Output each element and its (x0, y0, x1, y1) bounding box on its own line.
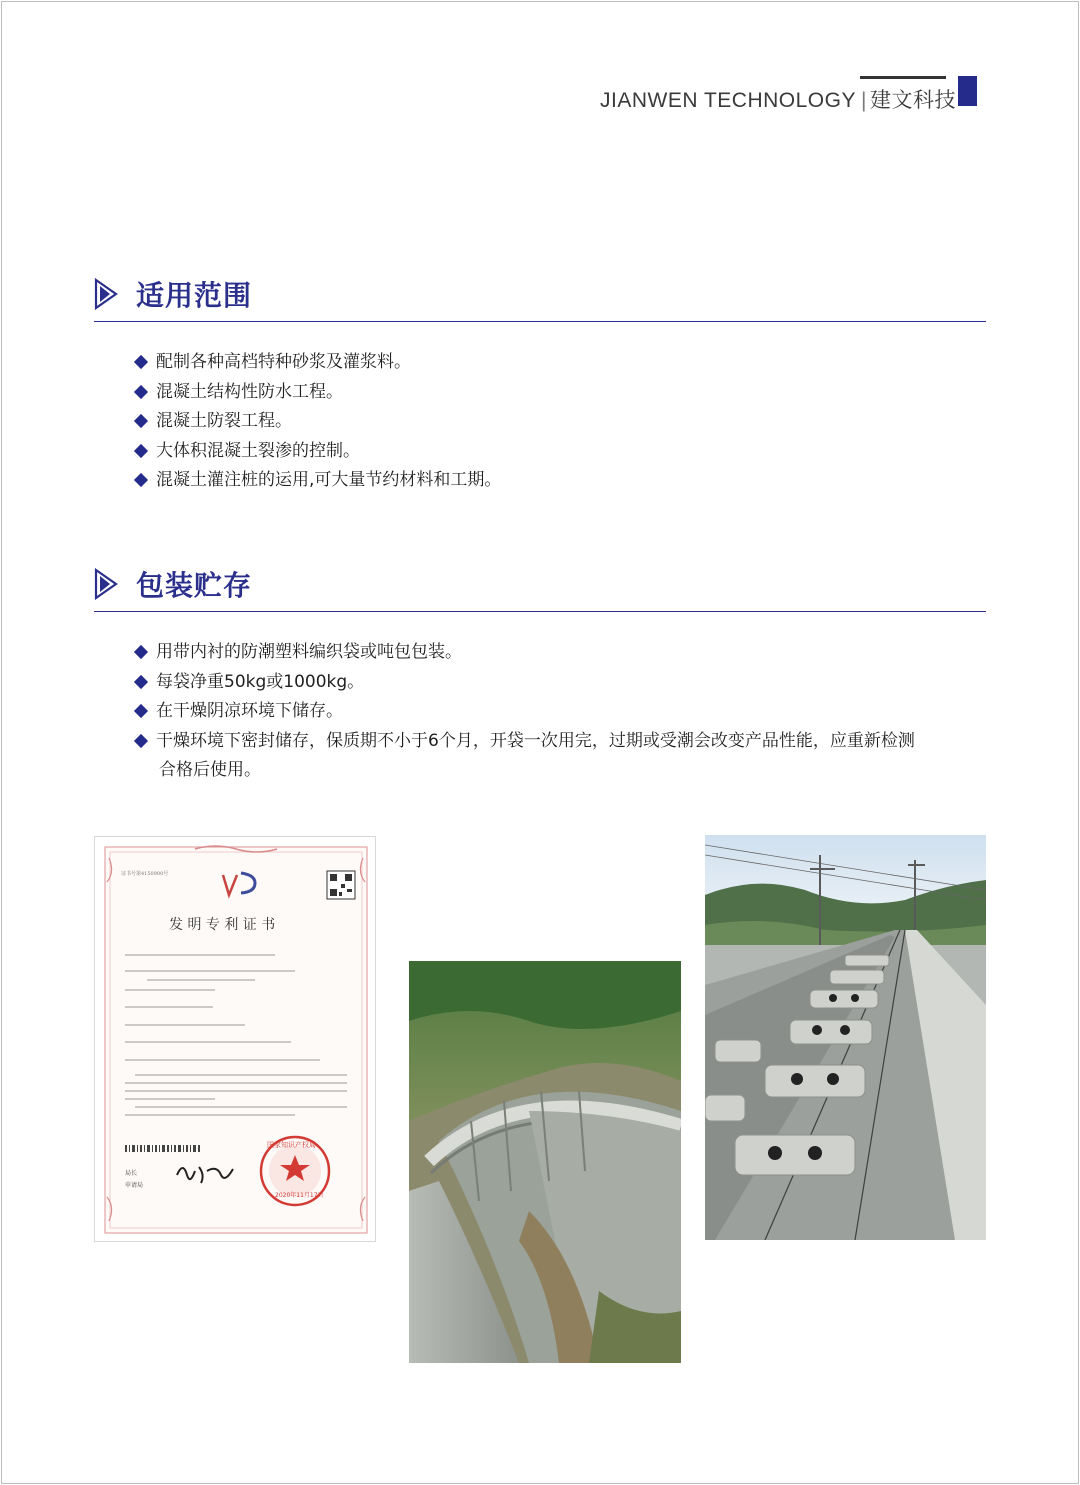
brand-separator: | (860, 89, 867, 112)
list-item (136, 437, 986, 467)
certificate-applicant-label: 申请局 (125, 1182, 144, 1189)
brand-english: JIANWEN TECHNOLOGY (600, 89, 856, 112)
section-packaging (94, 562, 986, 786)
list-item-text: 混凝土灌注桩的运用,可大量节约材料和工期。 (156, 470, 502, 490)
diamond-bullet-icon (134, 645, 148, 659)
brand-header (600, 72, 980, 112)
brand-text (600, 84, 956, 114)
diamond-bullet-icon (134, 733, 148, 747)
railway-track-photo (705, 835, 986, 1240)
diamond-bullet-icon (134, 384, 148, 398)
list-item (136, 378, 986, 408)
play-arrow-icon (94, 278, 118, 310)
section-scope (94, 272, 986, 496)
list-item-text: 混凝土防裂工程。 (156, 411, 292, 431)
list-item-text: 每袋净重50kg或1000kg。 (156, 671, 365, 692)
diamond-bullet-icon (134, 355, 148, 369)
list-item (136, 668, 986, 698)
list-item (136, 348, 986, 378)
list-item-text: 配制各种高档特种砂浆及灌浆料。 (156, 352, 411, 372)
list-item-text: 混凝土结构性防水工程。 (156, 381, 343, 402)
diamond-bullet-icon (134, 674, 148, 688)
list-item (136, 466, 986, 496)
bullet-list (94, 348, 986, 496)
bullet-list (94, 638, 986, 786)
certificate-seal-date: 2020年11月17日 (275, 1192, 324, 1199)
list-item (136, 638, 986, 668)
certificate-director-label: 局长 (125, 1170, 138, 1177)
list-item-text: 用带内衬的防潮塑料编织袋或吨包包装。 (156, 642, 462, 662)
certificate-cert-number: 证书号第4150900号 (121, 871, 169, 877)
list-item-text: 大体积混凝土裂渗的控制。 (156, 440, 360, 461)
brand-chinese: 建文科技 (869, 89, 956, 112)
play-arrow-icon (94, 568, 118, 600)
dam-construction-photo (409, 961, 681, 1363)
section-title: 适用范围 (136, 279, 253, 312)
brand-rule (860, 76, 946, 79)
diamond-bullet-icon (134, 414, 148, 428)
list-item-continuation: 合格后使用。 (159, 760, 261, 780)
diamond-bullet-icon (134, 473, 148, 487)
list-item (136, 697, 986, 727)
list-item (136, 407, 986, 437)
certificate-graphic (95, 837, 376, 1242)
diamond-bullet-icon (134, 443, 148, 457)
railway-graphic (705, 835, 986, 1240)
list-item-text: 干燥环境下密封储存，保质期不小于6个月，开袋一次用完，过期或受潮会改变产品性能，应重新检测 (156, 730, 915, 751)
section-title: 包装贮存 (136, 569, 253, 602)
certificate-seal-text: 国家知识产权局 (267, 1141, 316, 1149)
patent-certificate-image (94, 836, 376, 1242)
section-header (94, 562, 986, 612)
list-item-text: 在干燥阴凉环境下储存。 (156, 701, 343, 721)
section-header (94, 272, 986, 322)
brand-block (958, 76, 977, 106)
list-item (136, 727, 986, 786)
diamond-bullet-icon (134, 704, 148, 718)
certificate-title: 发 明 专 利 证 书 (169, 917, 276, 933)
dam-graphic (409, 961, 681, 1363)
